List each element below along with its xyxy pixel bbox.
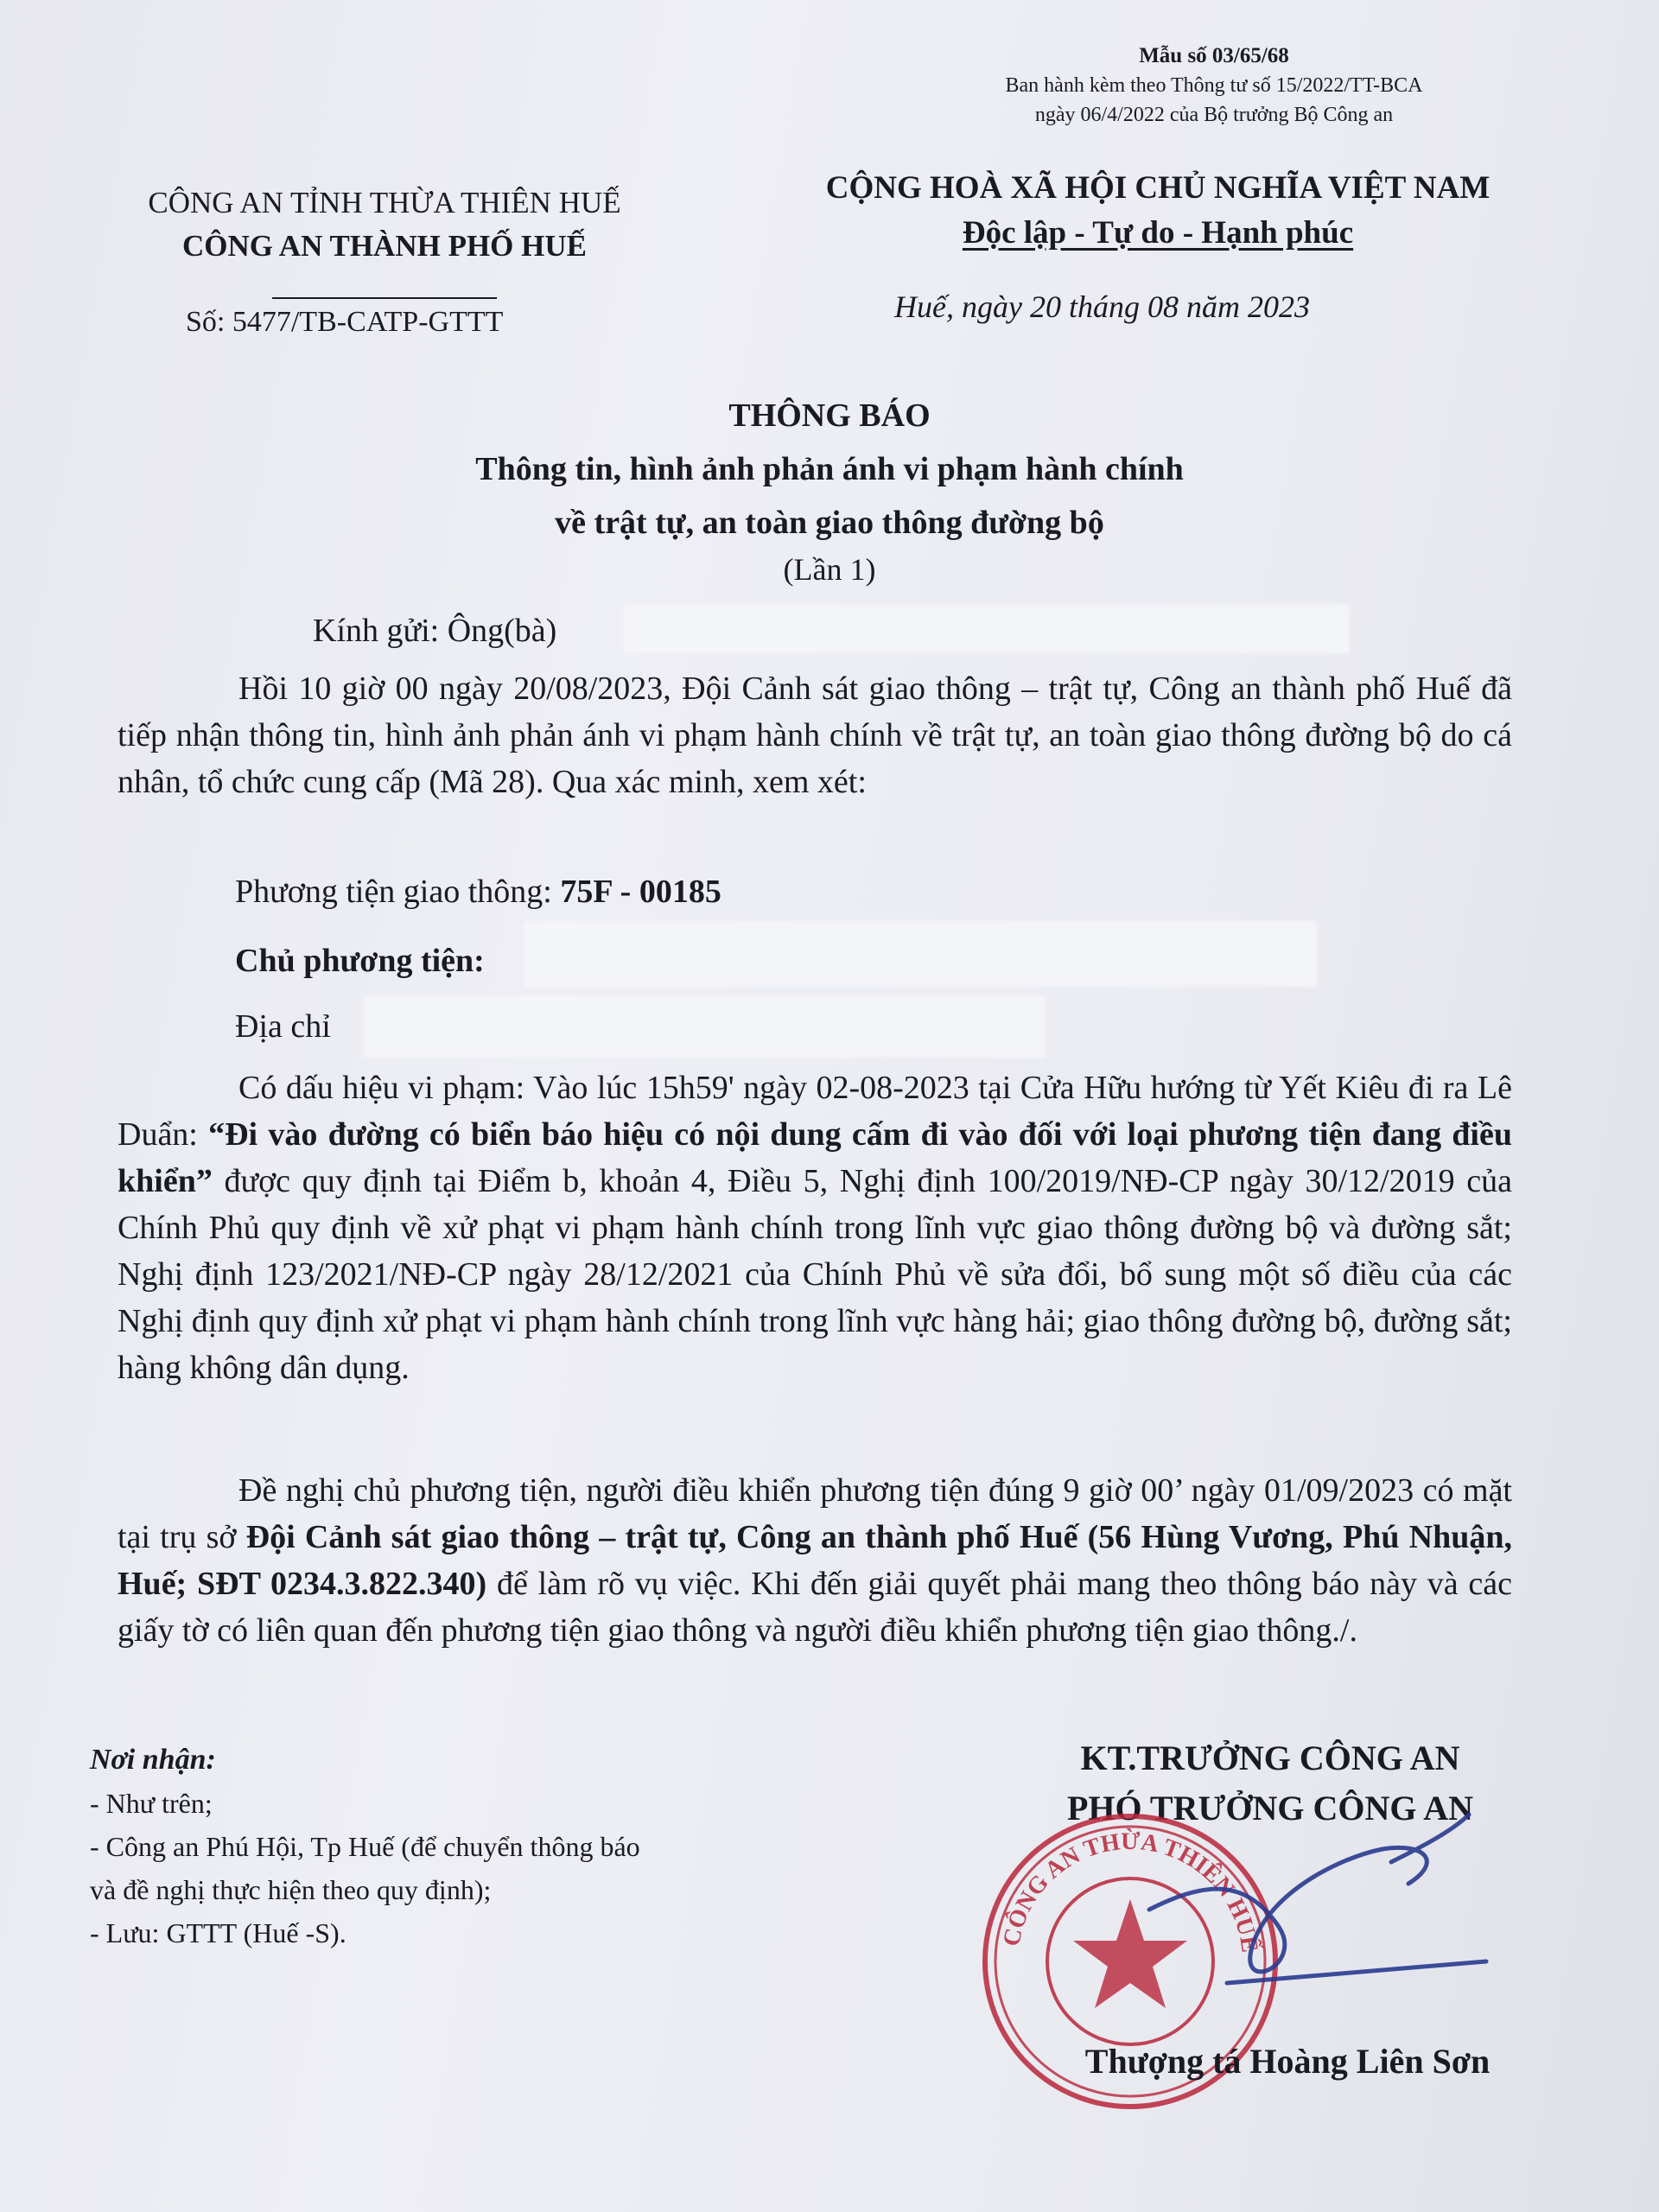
redacted-address	[363, 995, 1046, 1058]
nation-name: CỘNG HOÀ XÃ HỘI CHỦ NGHĨA VIỆT NAM	[825, 170, 1491, 206]
recipient-line	[313, 612, 556, 650]
recipient-label: Kính gửi: Ông(bà)	[313, 613, 557, 649]
request-rest: để làm rõ vụ việc. Khi đến giải quyết phải mang theo thông báo này và các giấy tờ có liên quan đến phương tiện giao thông và người điều khiển phương tiện giao thông./.	[118, 1566, 1513, 1649]
intro-text: Hồi 10 giờ 00 ngày 20/08/2023, Đội Cảnh sát giao thông – trật tự, Công an thành phố Huế đã tiếp nhận thông tin, hình ảnh phản ánh vi phạm hành chính về trật tự, an toàn giao thông đường bộ do cá nhân, tổ chức cung cấp (Mã 28). Qua xác minh, xem xét:	[118, 671, 1512, 800]
signatory-line-1: KT.TRƯỞNG CÔNG AN	[1080, 1738, 1460, 1777]
notice-round: (Lần 1)	[783, 552, 876, 587]
recipient-item: - Công an Phú Hội, Tp Huế (để chuyển thông báo	[90, 1831, 640, 1862]
violation-paragraph	[118, 1065, 1512, 1391]
dateline: Huế, ngày 20 tháng 08 năm 2023	[894, 289, 1310, 324]
agency-name: CÔNG AN THÀNH PHỐ HUẾ	[181, 229, 587, 263]
owner-line	[235, 942, 485, 980]
vehicle-line	[235, 873, 721, 911]
signer-name: Thượng tá Hoàng Liên Sơn	[1084, 2042, 1491, 2081]
request-paragraph	[118, 1467, 1512, 1654]
intro-paragraph	[118, 665, 1512, 805]
document-number: Số: 5477/TB-CATP-GTTT	[186, 306, 504, 338]
violation-legal-basis: được quy định tại Điểm b, khoản 4, Điều 5, Nghị định 100/2019/NĐ-CP ngày 30/12/2019 của Chính Phủ quy định về xử phạt vi phạm hành chính trong lĩnh vực giao thông đường bộ và đường sắt; Nghị định 123/2021/NĐ-CP ngày 28/12/2021 của Chính Phủ về sửa đổi, bổ sung một số điều của các Nghị định quy định xử phạt vi phạm hành chính trong lĩnh vực hàng hải; giao thông đường bộ, đường sắt; hàng không dân dụng.	[118, 1163, 1512, 1386]
form-meta	[916, 41, 1512, 130]
handwritten-signature	[1020, 1780, 1503, 2039]
owner-label: Chủ phương tiện:	[235, 943, 485, 979]
vehicle-label: Phương tiện giao thông:	[235, 874, 561, 910]
seal-ring-text: CÔNG AN THỪA THIÊN HUẾ	[998, 1827, 1263, 1955]
signatory-line-2: PHÓ TRƯỞNG CÔNG AN	[1066, 1789, 1474, 1827]
address-line	[235, 1007, 331, 1046]
recipient-item: - Như trên;	[90, 1788, 213, 1819]
redacted-recipient-name	[624, 605, 1350, 653]
issuing-agency	[69, 181, 700, 311]
recipients-block	[90, 1738, 640, 1955]
title-subject-2: về trật tự, an toàn giao thông đường bộ	[555, 505, 1104, 541]
recipient-item: và đề nghị thực hiện theo quy định);	[90, 1874, 492, 1905]
violation-quote: “Đi vào đường có biển báo hiệu có nội dung cấm đi vào đối với loại phương tiện đang điều khiển”	[118, 1116, 1512, 1199]
form-issued-date: ngày 06/4/2022 của Bộ trưởng Bộ Công an	[1034, 104, 1394, 126]
signature-strokes	[1149, 1815, 1486, 1983]
agency-underline	[272, 297, 497, 299]
request-place: Đội Cảnh sát giao thông – trật tự, Công an thành phố Huế (56 Hùng Vương, Phú Nhuận, Huế; SĐT 0234.3.822.340)	[118, 1519, 1512, 1602]
title-subject-1: Thông tin, hình ảnh phản ánh vi phạm hành chính	[475, 451, 1184, 487]
nation-motto: Độc lập - Tự do - Hạnh phúc	[962, 215, 1354, 251]
address-label: Địa chỉ	[235, 1008, 331, 1045]
title-main: THÔNG BÁO	[728, 397, 931, 434]
recipient-item: - Lưu: GTTT (Huế -S).	[90, 1917, 346, 1948]
vehicle-plate: 75F - 00185	[560, 874, 721, 910]
request-lead: Đề nghị chủ phương tiện, người điều khiển phương tiện đúng 9 giờ 00’ ngày 01/09/2023 có mặt tại trụ sở	[118, 1472, 1512, 1555]
agency-parent: CÔNG AN TỈNH THỪA THIÊN HUẾ	[148, 186, 621, 219]
redacted-owner	[524, 921, 1317, 987]
recipients-heading: Nơi nhận:	[90, 1744, 216, 1776]
form-issued-line: Ban hành kèm theo Thông tư số 15/2022/TT-BCA	[1005, 74, 1423, 97]
form-code: Mẫu số 03/65/68	[1139, 44, 1289, 67]
violation-lead: Có dấu hiệu vi phạm: Vào lúc 15h59' ngày 02-08-2023 tại Cửa Hữu hướng từ Yết Kiêu đi ra Lê Duẩn:	[118, 1070, 1512, 1153]
national-header	[726, 166, 1590, 256]
document-title	[0, 389, 1659, 550]
